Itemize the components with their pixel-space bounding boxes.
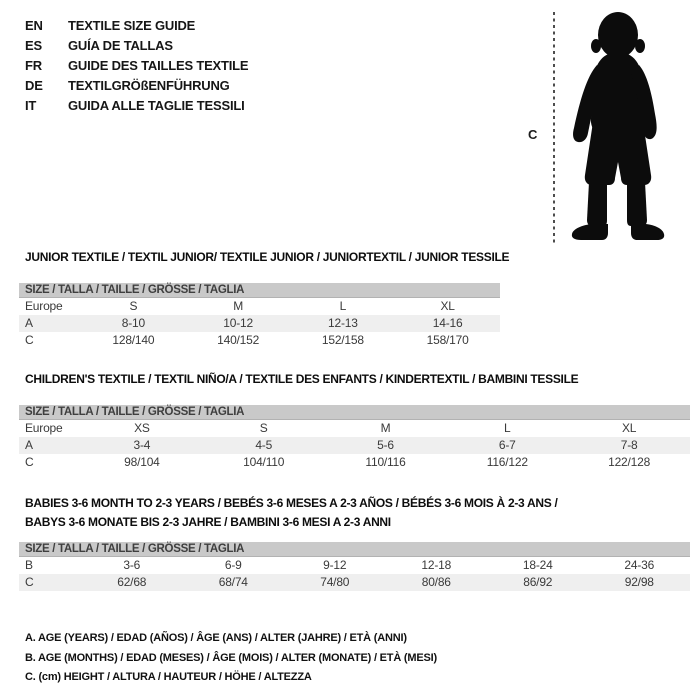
- table-cell: 128/140: [112, 333, 155, 347]
- language-row-fr: [25, 56, 248, 76]
- table-cell: L: [339, 299, 347, 313]
- junior-table: [19, 298, 500, 349]
- table-cell: 12-18: [421, 558, 452, 572]
- children-table-title: CHILDREN'S TEXTILE / TEXTIL NIÑO/A / TEXTILE DES ENFANTS / KINDERTEXTIL / BAMBINI TESSILE: [25, 372, 579, 386]
- row-label: B: [25, 558, 33, 572]
- language-code: DE: [25, 78, 43, 93]
- language-label: TEXTILE SIZE GUIDE: [68, 18, 196, 33]
- table-cell: 3-6: [123, 558, 141, 572]
- table-cell: 68/74: [218, 575, 248, 589]
- row-label: Europe: [25, 299, 63, 313]
- language-code: FR: [25, 58, 42, 73]
- table-row: [19, 298, 500, 315]
- row-label: A: [25, 316, 33, 330]
- junior-table-header-bar: SIZE / TALLA / TAILLE / GRÖSSE / TAGLIA: [19, 283, 500, 298]
- table-cell: 152/158: [321, 333, 364, 347]
- table-cell: 6-9: [224, 558, 242, 572]
- table-cell: 7-8: [620, 438, 638, 452]
- table-cell: L: [504, 421, 511, 435]
- table-cell: 14-16: [432, 316, 463, 330]
- table-cell: 24-36: [624, 558, 655, 572]
- footnote-a: A. AGE (YEARS) / EDAD (AÑOS) / ÂGE (ANS) / ALTER (JAHRE) / ETÀ (ANNI): [25, 632, 407, 644]
- row-label: C: [25, 455, 34, 469]
- table-cell: 8-10: [121, 316, 145, 330]
- language-row-it: [25, 96, 248, 116]
- footnote-b: B. AGE (MONTHS) / EDAD (MESES) / ÂGE (MOIS) / ALTER (MONATE) / ETÀ (MESI): [25, 651, 437, 664]
- footnote-c: C. (cm) HEIGHT / ALTURA / HAUTEUR / HÖHE / ALTEZZA: [25, 671, 312, 683]
- row-label: C: [25, 575, 34, 589]
- table-cell: 86/92: [523, 575, 553, 589]
- babies-title-line-1: BABIES 3-6 MONTH TO 2-3 YEARS / BEBÉS 3-6 MESES A 2-3 AÑOS / BÉBÉS 3-6 MOIS À 2-3 ANS /: [25, 496, 558, 510]
- table-cell: S: [129, 299, 138, 313]
- table-cell: 9-12: [323, 558, 347, 572]
- table-row: [19, 420, 690, 437]
- row-label: C: [25, 333, 34, 347]
- language-code: ES: [25, 38, 42, 53]
- table-cell: XS: [134, 421, 150, 435]
- row-label: A: [25, 438, 33, 452]
- table-cell: 3-4: [133, 438, 151, 452]
- table-cell: 62/68: [117, 575, 147, 589]
- language-label: TEXTILGRÖßENFÜHRUNG: [68, 78, 230, 93]
- table-cell: 92/98: [624, 575, 654, 589]
- babies-table-title: [25, 494, 557, 531]
- table-cell: 122/128: [608, 455, 651, 469]
- language-row-de: [25, 76, 248, 96]
- junior-table-title: JUNIOR TEXTILE / TEXTIL JUNIOR/ TEXTILE JUNIOR / JUNIORTEXTIL / JUNIOR TESSILE: [25, 250, 510, 264]
- table-row: [19, 437, 690, 454]
- table-cell: 18-24: [522, 558, 553, 572]
- language-label: GUIDE DES TAILLES TEXTILE: [68, 58, 249, 73]
- table-row: [19, 574, 690, 591]
- table-row: [19, 454, 690, 471]
- table-cell: 98/104: [124, 455, 160, 469]
- row-label: Europe: [25, 421, 63, 435]
- table-row: [19, 315, 500, 332]
- table-cell: 110/116: [365, 455, 406, 469]
- table-row: [19, 557, 690, 574]
- table-cell: 104/110: [243, 455, 285, 469]
- baby-silhouette-icon: [565, 10, 665, 245]
- language-code: EN: [25, 18, 43, 33]
- babies-table: [19, 557, 690, 591]
- table-cell: 74/80: [320, 575, 350, 589]
- height-measure-label: C: [528, 127, 538, 142]
- height-measure-dotted-line: [553, 12, 555, 244]
- table-cell: 5-6: [377, 438, 394, 452]
- table-cell: 10-12: [223, 316, 253, 330]
- language-code: IT: [25, 98, 37, 113]
- language-row-en: [25, 16, 248, 36]
- table-cell: 12-13: [328, 316, 358, 330]
- table-row: [19, 332, 500, 349]
- language-row-es: [25, 36, 248, 56]
- children-table-header-bar: SIZE / TALLA / TAILLE / GRÖSSE / TAGLIA: [19, 405, 690, 420]
- language-list: [25, 16, 248, 116]
- table-cell: S: [259, 421, 268, 435]
- language-label: GUIDA ALLE TAGLIE TESSILI: [68, 98, 245, 113]
- table-cell: 158/170: [426, 333, 469, 347]
- babies-title-line-2: BABYS 3-6 MONATE BIS 2-3 JAHRE / BAMBINI 3-6 MESI A 2-3 ANNI: [25, 514, 391, 529]
- babies-table-header-bar: SIZE / TALLA / TAILLE / GRÖSSE / TAGLIA: [19, 542, 690, 557]
- table-cell: XL: [621, 421, 637, 435]
- table-cell: 4-5: [255, 438, 273, 452]
- table-cell: M: [233, 299, 244, 313]
- table-cell: M: [380, 421, 391, 435]
- children-table: [19, 420, 690, 471]
- table-cell: 80/86: [421, 575, 451, 589]
- footnotes: [25, 629, 437, 688]
- table-cell: 116/122: [486, 455, 528, 469]
- table-cell: 140/152: [217, 333, 260, 347]
- table-cell: 6-7: [498, 438, 516, 452]
- table-cell: XL: [440, 299, 455, 313]
- language-label: GUÍA DE TALLAS: [68, 38, 173, 53]
